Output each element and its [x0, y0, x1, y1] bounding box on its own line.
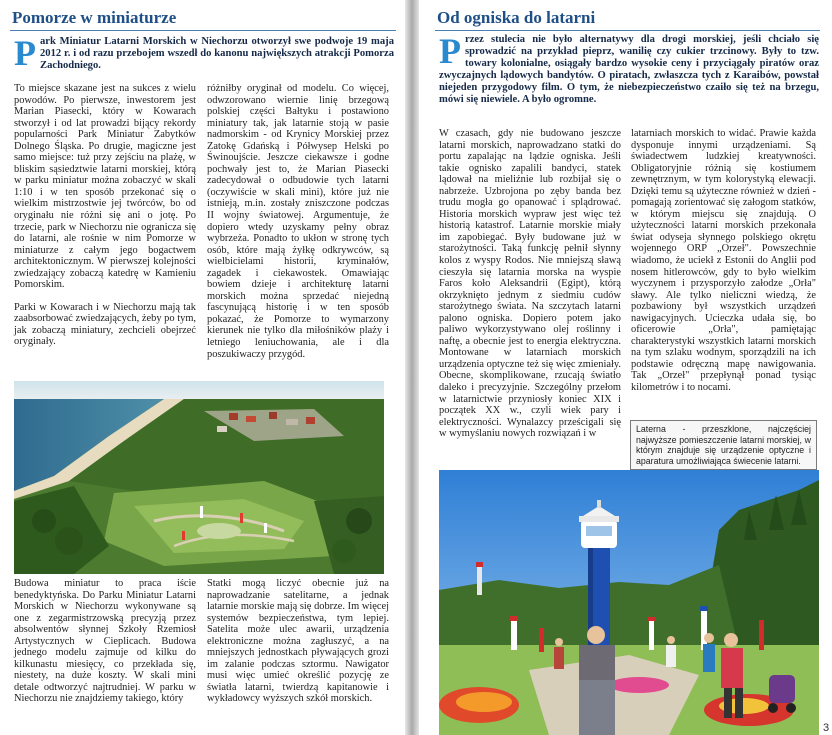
page-number: 3 [823, 722, 830, 734]
left-dropcap: P [14, 33, 36, 73]
right-col2-paragraph-1: latarniach morskich to widać. Prawie każda dysponuje innymi urządzeniami. Są świadectwem ludzkiej kreatywności. Obligatoryjnie różnią się kostiumem zewnętrznym, w tym kolorystyką elewacji. Dzięki temu są użyteczne również w dzień - pomagają zorientować się załogom statków, w którym miejscu się znajdują. O użyteczności latarni morskich przekonała świat odyseja słynnego polskiego okrętu wojennego ORP „Orzeł". Powszechnie wiadomo, że uciekł z Estonii do Anglii pod nosem hitlerowców, gdy to było wielkim wyczynem i przysporzyło załodze „Orła" sławy. Ale tylko nieliczni wiedzą, że pozbawiony był wszystkich urządzeń nawigacyjnych. Ucieczka udała się, bo oficerowie „Orła", pamiętając charakterystyki wszystkich latarni morskich na tym szlaku wodnym, sporządzili na ich podstawie odręczną mapę nawigowania. Tak „Orzeł" przepłynął ponad tysiąc kilometrów i to nocami. [631, 128, 816, 394]
left-page [0, 0, 405, 735]
lighthouse-illustration [439, 470, 819, 735]
right-dropcap: P [439, 31, 461, 71]
left-col1-bottom [14, 578, 196, 716]
right-page [419, 0, 832, 735]
left-title-rule [10, 30, 396, 31]
left-col1-paragraph-2: Parki w Kowarach i w Niechorzu mają tak zaabsorbować zwiedzających, żeby po tym, jak zobaczą miniatury, zechcieli obejrzeć oryginały. [14, 301, 196, 348]
park-aerial-photo [14, 381, 384, 574]
right-col2 [631, 128, 816, 405]
book-gutter [405, 0, 419, 735]
left-col2-top [207, 83, 389, 371]
left-col1-paragraph-1: To miejsce skazane jest na sukces z wielu powodów. Po pierwsze, inwestorem jest Marian Piasecki, który w Kowarach stworzył i od lat prowadzi bijący rekordy popularności Park Miniatur Zabytków Dolnego Śląska. Po drugie, magiczne jest samo miejsce: tuż przy zejściu na plażę, w bliskim sąsiedztwie latarni morskiej, którą w parku miniatur można zobaczyć w skali 1:10 i w ten sposób przekonać się o wielkim mistrzostwie jej twórców, bo od oryginału nie różni się ani o jotę. Po trzecie, park w Niechorzu nie ogranicza się do latarni, ale rośnie w nim Pomorze w miniaturze z całym jego bogactwem architektonicznym. W pierwszej kolejności zwiedzający zobaczą katedrę w Kamieniu Pomorskim. [14, 83, 196, 291]
right-col1 [439, 128, 621, 451]
left-col2-bottom [207, 578, 389, 716]
left-col2-bottom-paragraph: Statki mogą liczyć obecnie już na naprowadzanie satelitarne, a jednak latarnie morskie mają się dobrze. Im więcej systemów bezpieczeństwa, tym lepiej. Satelita może ulec awarii, urządzenia elektroniczne można zagłuszyć, a na mniejszych jednostkach pływających grozi im zalanie podczas sztormu. Nawigator musi więc umieć określić pozycję ze światła latarni, twierdzą kapitanowie i wykładowcy wyższych szkół morskich. [207, 578, 389, 705]
left-page-title: Pomorze w miniaturze [12, 8, 177, 27]
right-title-rule [435, 30, 820, 31]
right-lead-text: rzez stulecia nie było alternatywy dla drogi morskiej, jeśli chciało się sprowadzić na przykład pieprz, wanilię czy cukier trzcinowy. Były to tzw. towary kolonialne, osiągały bardzo wysokie ceny i przyciągały piratów oraz zwyczajnych lądowych bandytów. O piratach, zwłaszcza tych z Karaibów, powstał niejeden przygodowy film. O tym, że niebezpieczeństwo czaiło się też na brzegu, mówi się niewiele. A było ogromne. [439, 34, 819, 105]
left-lead-text: ark Miniatur Latarni Morskich w Niechorzu otworzył swe podwoje 19 maja 2012 r. i od razu przebojem wszedł do kanonu największych atrakcji Pomorza Zachodniego. [40, 36, 394, 71]
laterna-caption-box: Laterna - przeszklone, najczęściej najwyższe pomieszczenie latarni morskiej, w którym znajduje się urządzenie optyczne i aparatura umożliwiająca świecenie latarni. [630, 420, 817, 470]
right-page-title: Od ogniska do latarni [437, 8, 596, 27]
right-lead [439, 31, 819, 106]
park-aerial-illustration [14, 381, 384, 574]
left-col1-bottom-paragraph: Budowa miniatur to praca iście benedyktyńska. Do Parku Miniatur Latarni Morskich w Niechorzu wykonywane są one z zegarmistrzowską precyzją przez absolwentów słynnej Szkoły Rzemiosł Artystycznych w Cieplicach. Budowa jednego modelu zajmuje od kilku do kilkunastu miesięcy, co przekłada się, niestety, na duże koszty. W skali mini detale odtworzyć najtrudniej. W parku w Niechorzu nie znajdziemy takiego, który [14, 578, 196, 705]
left-col2-paragraph-1: różniłby oryginał od modelu. Co więcej, odwzorowano wiernie linię brzegową polskiej części Bałtyku i postawiono miniatury tak, jak latarnie stoją w pasie nadmorskim - od Krynicy Morskiej przez Zatokę Gdańską i Półwysep Helski po Świnoujście. Jeszcze ciekawsze i godne pochwały jest to, że Marian Piasecki zadecydował o odbudowie tych latarni (oczywiście w skali mini), które już nie istnieją, m.in. zostały zniszczone podczas II wojny światowej. Argumentuje, że dopiero wtedy uzyskamy pełny obraz wybrzeża. Ponadto to ukłon w stronę tych osób, które mają żyłkę odkrywców, są wielbicielami historii, kryminałów, zagadek i ciekawostek. Omawiając bowiem dzieje i architekturę latarni morskich można sprzedać niejedną fascynującą historię i w ten sposób pokazać, że Pomorze to wymarzony kierunek nie tylko dla miłośników plaży i letniego leniuchowania, ale i dla poszukiwaczy przygód. [207, 83, 389, 360]
lighthouse-park-photo [439, 470, 819, 735]
right-col1-paragraph-1: W czasach, gdy nie budowano jeszcze latarni morskich, naprowadzano statki do portu zapalając na lądzie ogniska. Jeśli takie ognisko zapalili bandyci, statek lądował na mieliźnie lub rozbijał się o nabrzeże. Uzbrojona po zęby banda bez trudu mogła go opanować i splądrować. Historia morskich wypraw jest więc też historią katastrof. Latarnie morskie miały im zapobiegać. Były budowane już w starożytności. Taką funkcję pełnił słynny kolos z wyspy Rodos. Nie mniejszą sławą cieszyła się latarnia morska na wyspie Faros koło Aleksandrii (Egipt), którą okrzyknięto jednym z siedmiu cudów starożytnego świata. Na szczytach latarni palono ogniska. Dopiero potem jako paliwo wykorzystywano olej roślinny i naftę, a obecnie jest to energia elektryczna. Montowane w latarniach morskich urządzenia optyczne też się więc zmieniały. Obecne, skomplikowane, rzucają światło daleko i precyzyjnie. Szczególny przełom w latarnictwie przyniosły koniec XIX i początek XX w., czyli wiek pary i elektryczności. Wynalazcy prześcigali się w wymyślaniu nowych rozwiązań i w [439, 128, 621, 440]
left-lead [14, 33, 394, 73]
left-col1-top [14, 83, 196, 359]
